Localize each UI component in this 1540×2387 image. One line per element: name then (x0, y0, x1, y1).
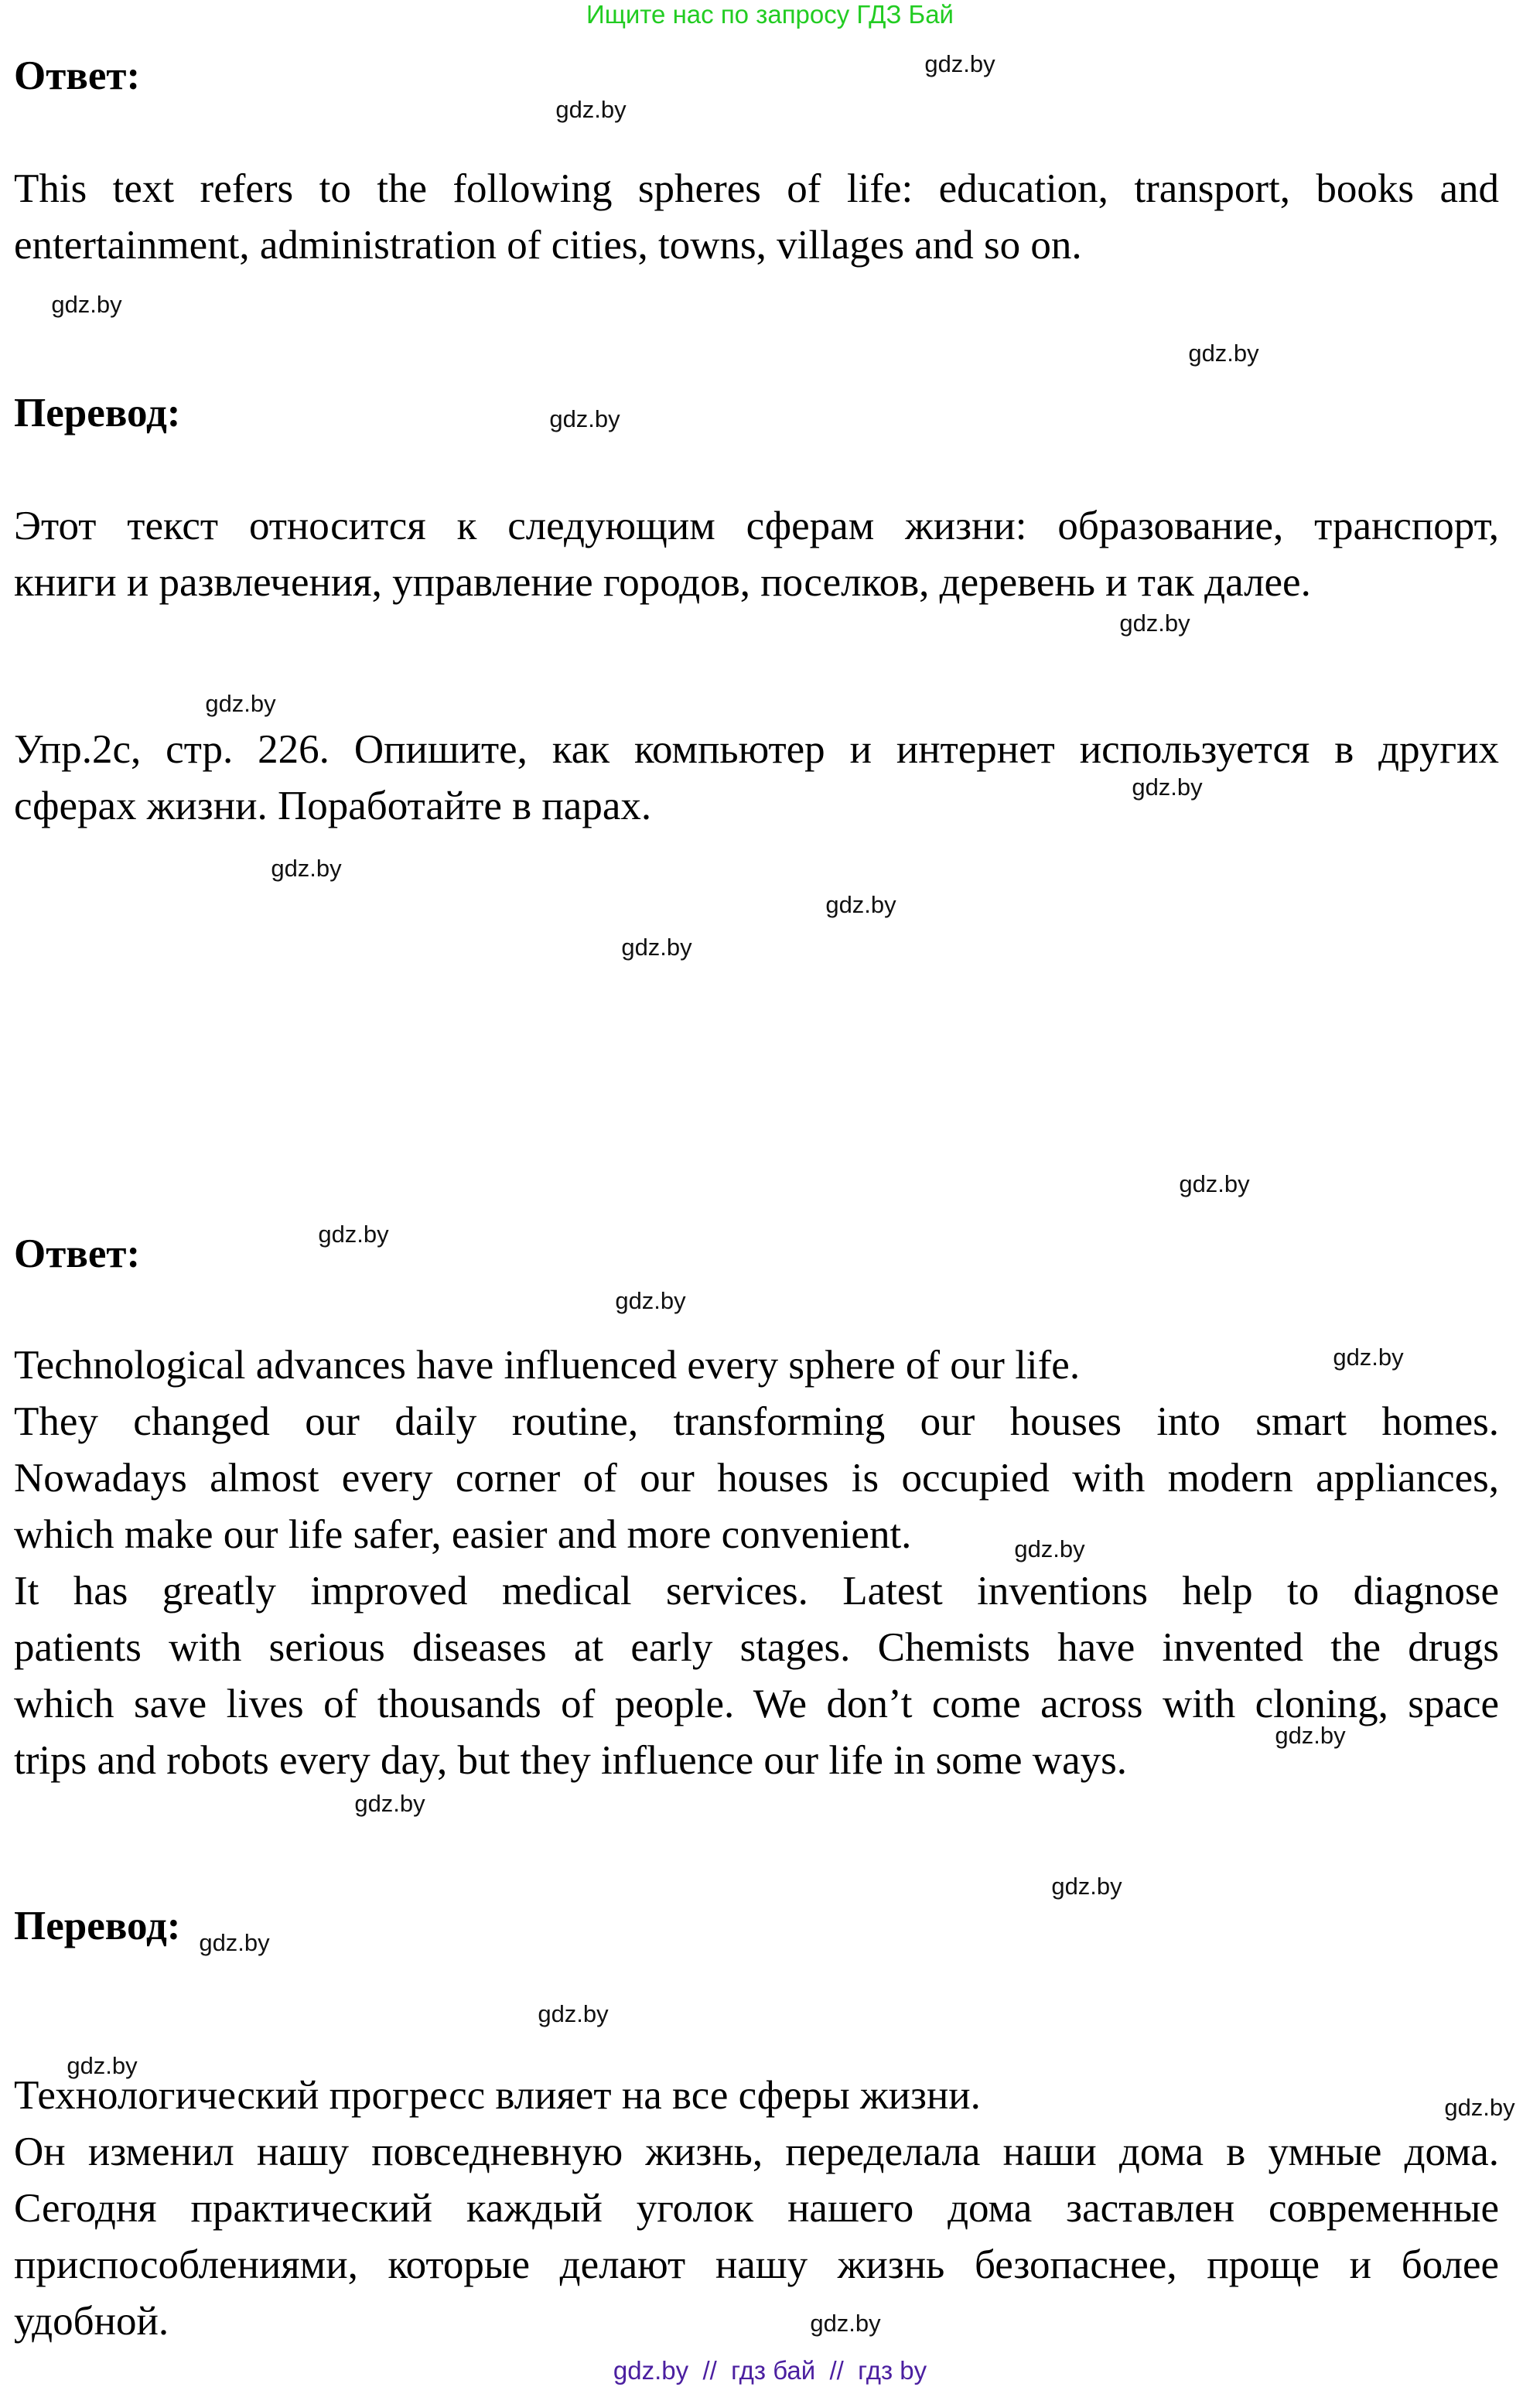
watermark: gdz.by (1444, 2094, 1515, 2121)
watermark: gdz.by (354, 1790, 425, 1817)
answer-line: It has greatly improved medical services. Latest inventions help to diagnose (14, 1569, 1499, 1614)
translation-line: книги и развлечения, управление городов, поселков, деревень и так далее. (14, 560, 1311, 605)
task-line: Упр.2c, стр. 226. Опишите, как компьютер и интернет используется в других (14, 727, 1499, 772)
translation-line: Технологический прогресс влияет на все сферы жизни. (14, 2073, 981, 2118)
translation-line: удобной. (14, 2299, 169, 2344)
translation-line: Он изменил нашу повседневную жизнь, переделала наши дома в умные дома. (14, 2129, 1499, 2174)
watermark: gdz.by (549, 405, 620, 432)
watermark: gdz.by (621, 934, 692, 961)
watermark: gdz.by (318, 1221, 389, 1248)
translation-line: Этот текст относится к следующим сферам жизни: образование, транспорт, (14, 504, 1499, 548)
answer-heading: Ответ: (14, 53, 141, 98)
answer-line: Nowadays almost every corner of our houses is occupied with modern appliances, (14, 1456, 1499, 1501)
answer-line: patients with serious diseases at early stages. Chemists have invented the drugs (14, 1625, 1499, 1670)
answer-line: which save lives of thousands of people. We don’t come across with cloning, space (14, 1682, 1499, 1726)
search-banner: Ищите нас по запросу ГДЗ Бай (586, 0, 954, 29)
watermark: gdz.by (199, 1929, 270, 1956)
watermark: gdz.by (67, 2052, 138, 2079)
translation-line: Сегодня практический каждый уголок нашего дома заставлен современные (14, 2186, 1499, 2231)
watermark: gdz.by (825, 891, 896, 918)
watermark: gdz.by (1333, 1344, 1404, 1371)
watermark: gdz.by (51, 291, 122, 318)
watermark: gdz.by (271, 855, 342, 882)
watermark: gdz.by (615, 1287, 686, 1314)
answer-line: trips and robots every day, but they influence our life in some ways. (14, 1738, 1127, 1783)
translation-heading: Перевод: (14, 391, 181, 435)
task-line: сферах жизни. Поработайте в парах. (14, 784, 652, 828)
watermark: gdz.by (810, 2310, 881, 2337)
answer-line: They changed our daily routine, transforming our houses into smart homes. (14, 1399, 1499, 1444)
watermark: gdz.by (1188, 340, 1259, 367)
watermark: gdz.by (924, 50, 995, 77)
footer-links: gdz.by // гдз бай // гдз by (613, 2356, 927, 2385)
translation-line: приспособлениями, которые делают нашу жизнь безопаснее, проще и более (14, 2242, 1499, 2287)
watermark: gdz.by (1132, 773, 1203, 801)
watermark: gdz.by (555, 96, 627, 123)
watermark: gdz.by (538, 2000, 609, 2027)
watermark: gdz.by (1051, 1873, 1122, 1900)
answer-heading: Ответ: (14, 1231, 141, 1276)
watermark: gdz.by (1179, 1170, 1250, 1197)
answer-line: which make our life safer, easier and more convenient. (14, 1512, 912, 1557)
answer-line: Technological advances have influenced every sphere of our life. (14, 1343, 1081, 1388)
watermark: gdz.by (1275, 1722, 1346, 1749)
watermark: gdz.by (1014, 1535, 1085, 1562)
answer-line: This text refers to the following spheres of life: education, transport, books and (14, 166, 1499, 211)
watermark: gdz.by (1119, 610, 1190, 637)
watermark: gdz.by (205, 690, 276, 717)
translation-heading: Перевод: (14, 1904, 181, 1948)
answer-line: entertainment, administration of cities, towns, villages and so on. (14, 223, 1082, 268)
